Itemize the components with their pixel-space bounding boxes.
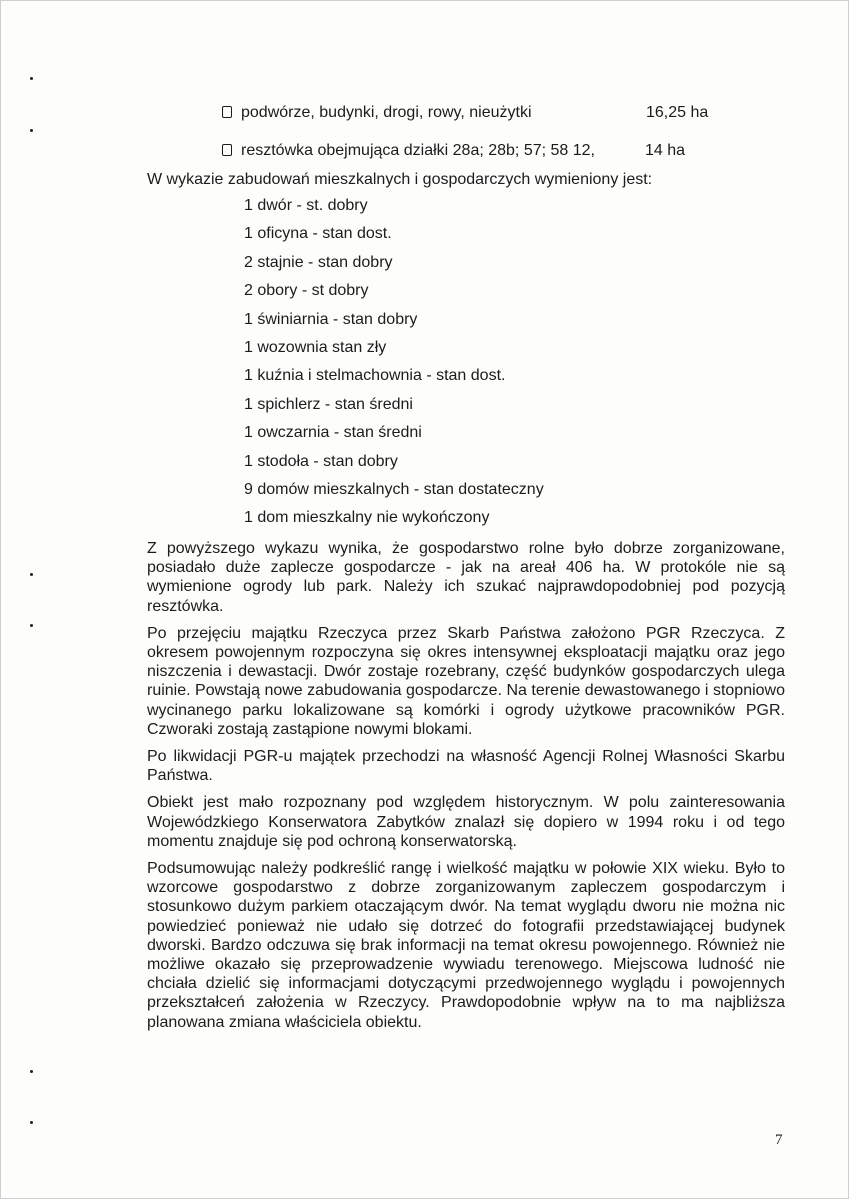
building-item: 1 dom mieszkalny nie wykończony — [244, 509, 490, 527]
building-item: 1 stodoła - stan dobry — [244, 452, 398, 470]
body-text — [147, 539, 785, 1040]
page-number: 7 — [775, 1132, 783, 1148]
building-item: 1 spichlerz - stan średni — [244, 395, 413, 413]
checkbox-bullet-icon — [222, 106, 232, 118]
scan-dot — [30, 129, 33, 132]
paragraph: Po likwidacji PGR-u majątek przechodzi na własność Agencji Rolnej Własności Skarbu Państwa. — [147, 748, 785, 785]
building-item: 1 dwór - st. dobry — [244, 197, 368, 214]
paragraph: Podsumowując należy podkreślić rangę i wielkość majątku w połowie XIX wieku. Było to wzorcowe gospodarstwo z dobrze zorganizowanym zapleczem gospodarczym i stosunkowo dużym parkiem otaczającym dwór. Na temat wyglądu dworu nie można nic powiedzieć ponieważ nie udało się dotrzeć do fotografii przedstawiającej budynek dworski. Bardzo odczuwa się brak informacji na temat okresu powojennego. Również nie możliwe okazało się przeprowadzenie wywiadu terenowego. Miejscowa ludność nie chciała dzielić się informacjami dotyczącymi przedwojennego wyglądu i powojennych przekształceń założenia w Rzeczycy. Prawdopodobnie wpływ na to ma najbliższa planowana zmiana właściciela obiektu. — [147, 860, 785, 1031]
building-item: 2 stajnie - stan dobry — [244, 253, 393, 271]
land-item — [222, 103, 709, 123]
scan-dot — [30, 573, 33, 576]
land-item-area: 14 ha — [645, 142, 686, 159]
land-item-label: resztówka obejmująca działki 28a; 28b; 57; 58 12, — [241, 142, 595, 159]
paragraph: Obiekt jest mało rozpoznany pod względem historycznym. W polu zainteresowania Wojewódzkiego Konserwatora Zabytków znalazł się dopiero w 1994 roku i od tego momentu znajduje się pod ochroną konserwatorską. — [147, 794, 785, 850]
scan-dot — [30, 1121, 33, 1124]
land-item-area: 16,25 ha — [646, 104, 709, 121]
land-item-label: podwórze, budynki, drogi, rowy, nieużytki — [241, 104, 532, 121]
scan-dot — [30, 1070, 33, 1073]
paragraph: Z powyższego wykazu wynika, że gospodarstwo rolne było dobrze zorganizowane, posiadało duże zaplecze gospodarcze - jak na areał 406 ha. W protokóle nie są wymienione ogrody lub park. Należy ich szukać najprawdopodobniej pod pozycją resztówka. — [147, 540, 785, 615]
buildings-list — [244, 196, 544, 537]
building-item: 1 świniarnia - stan dobry — [244, 310, 418, 328]
building-item: 1 owczarnia - stan średni — [244, 424, 422, 442]
building-item: 1 kuźnia i stelmachownia - stan dost. — [244, 367, 506, 385]
scan-dot — [30, 624, 33, 627]
buildings-intro: W wykazie zabudowań mieszkalnych i gospodarczych wymieniony jest: — [147, 171, 653, 188]
building-item: 2 obory - st dobry — [244, 282, 369, 300]
building-item: 9 domów mieszkalnych - stan dostateczny — [244, 480, 544, 498]
paragraph: Po przejęciu majątku Rzeczyca przez Skarb Państwa założono PGR Rzeczyca. Z okresem powojennym rozpoczyna się okres intensywnej eksploatacji majątku oraz jego niszczenia i dewastacji. Dwór zostaje rozebrany, część budynków gospodarczych ulega ruinie. Powstają nowe zabudowania gospodarcze. Na terenie dewastowanego i stopniowo wycinanego parku lokalizowane są komórki i ogrody użytkowe pracowników PGR. Czworaki zostają zastąpione nowymi blokami. — [147, 624, 785, 738]
checkbox-bullet-icon — [222, 144, 232, 156]
building-item: 1 oficyna - stan dost. — [244, 225, 392, 243]
scan-dot — [30, 77, 33, 80]
building-item: 1 wozownia stan zły — [244, 338, 387, 356]
land-item — [222, 141, 686, 161]
